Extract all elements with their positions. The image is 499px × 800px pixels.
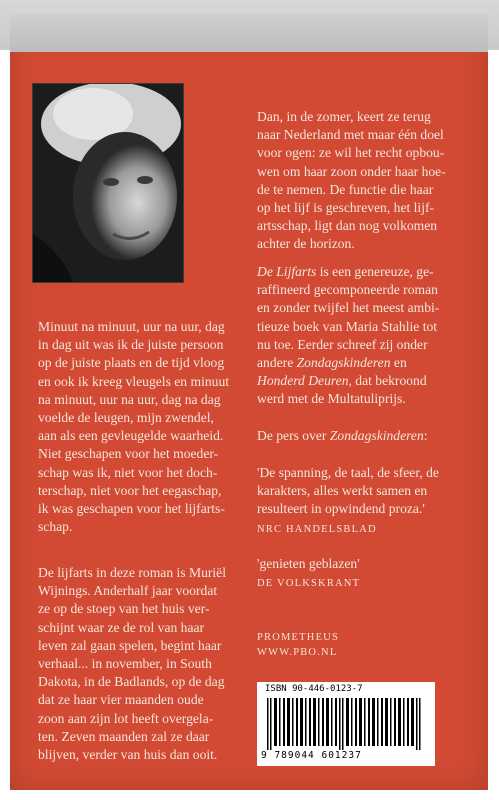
press-quote-1 [257,464,487,539]
excerpt-line: in dag uit was ik de juiste persoon [38,337,224,353]
intro-line: Dan, in de zomer, keert ze terug [257,109,431,124]
quote-source: NRC HANDELSBLAD [257,523,377,535]
page-block-edge [10,14,488,52]
quote-line: karakters, alles werkt samen en [257,483,428,499]
summary-line: Dakota, in de Badlands, op de dag [38,674,225,690]
book-summary [38,564,260,764]
excerpt-line: voelde de leugen, mijn zwendel, [38,410,214,426]
praise-line: tieuze boek van Maria Stahlie tot [257,318,438,334]
barcode-bars [265,698,425,750]
intro-line: op het lijf is geschreven, het lijf- [257,200,435,216]
summary-line: Wijnings. Anderhalf jaar voordat [38,583,218,599]
summary-line: dat ze haar vier maanden oude [38,692,204,708]
press-book-title: Zondagskinderen [329,428,424,443]
summary-line: leven zal gaan spelen, begint haar [38,637,222,653]
isbn-barcode [257,682,435,766]
excerpt-line: ik was geschapen voor het lijfarts- [38,501,225,517]
intro-line: artsschap, ligt dan nog volkomen [257,218,438,234]
excerpt-line: Niet geschapen voor het moeder- [38,446,219,462]
isbn-text: ISBN 90-446-0123-7 [265,684,363,694]
excerpt-line: na minuut, uur na uur, dag na dag [38,391,221,407]
publisher-block [257,632,487,658]
summary-line: zoon aan zijn lot heeft overgela- [38,710,214,726]
excerpt-line: schap was ik, niet voor het doch- [38,464,218,480]
praise-text: andere [257,355,297,371]
press-quote-2 [257,555,487,593]
publisher-name: PROMETHEUS [257,632,340,643]
praise-text: en [390,355,407,371]
summary-line: ze op de stoep van het huis ver- [38,601,210,617]
praise-line: raffineerd gecomponeerde roman [257,282,438,298]
intro-line: voor ogen: ze wil het recht opbou- [257,145,445,161]
praise-line: en zonder twijfel het meest ambi- [257,300,440,316]
excerpt-line: op de juiste plaats en de tijd vloog [38,355,225,371]
quote-source: DE VOLKSKRANT [257,578,361,590]
summary-line: De lijfarts in deze roman is Muriël [38,565,226,580]
quote-line: resulteert in opwindend proza.' [257,501,425,517]
praise-line: nu toe. Eerder schreef zij onder [257,336,428,352]
book-title: De Lijfarts [257,264,317,279]
book-praise [257,263,487,409]
other-book-title: Honderd Deuren [257,373,349,389]
intro-line: naar Nederland met maar één doel [257,127,444,143]
press-intro-text: De pers over [257,428,330,443]
author-photo [32,83,184,283]
press-colon: : [423,428,428,443]
intro-line: achter de horizon. [257,236,355,252]
quote-line: 'genieten geblazen' [257,556,360,571]
quote-line: 'De spanning, de taal, de sfeer, de [257,465,439,480]
intro-line: de te nemen. De functie die haar [257,181,434,197]
praise-line [257,354,487,372]
summary-line: schijnt waar ze de rol van haar [38,619,205,635]
summary-line: blijven, verder van huis dan ooit. [38,747,218,763]
press-intro [257,427,487,445]
excerpt-line: Minuut na minuut, uur na uur, dag [38,319,225,334]
excerpt-line: schap. [38,519,73,535]
praise-line: werd met de Multatuliprijs. [257,391,406,407]
praise-line [257,263,487,281]
praise-text: , dat bekroond [348,373,427,389]
author-portrait-image [33,84,183,282]
excerpt-line: en ook ik kreeg vleugels en minuut [38,373,230,389]
praise-text: is een genereuze, ge- [316,264,434,279]
intro-line: wen om haar zoon onder haar hoe- [257,163,446,179]
barcode-number: 9 789044 601237 [261,750,362,761]
summary-line: verhaal... in november, in South [38,656,212,672]
excerpt-line: aan als een gevleugelde waarheid. [38,428,224,444]
story-continuation [257,108,487,254]
summary-line: ten. Zeven maanden zal ze daar [38,728,210,744]
publisher-website: WWW.PBO.NL [257,647,338,658]
praise-line [257,372,487,390]
other-book-title: Zondagskinderen [296,355,391,371]
excerpt-line: terschap, niet voor het eegaschap, [38,482,222,498]
book-excerpt [38,318,260,536]
